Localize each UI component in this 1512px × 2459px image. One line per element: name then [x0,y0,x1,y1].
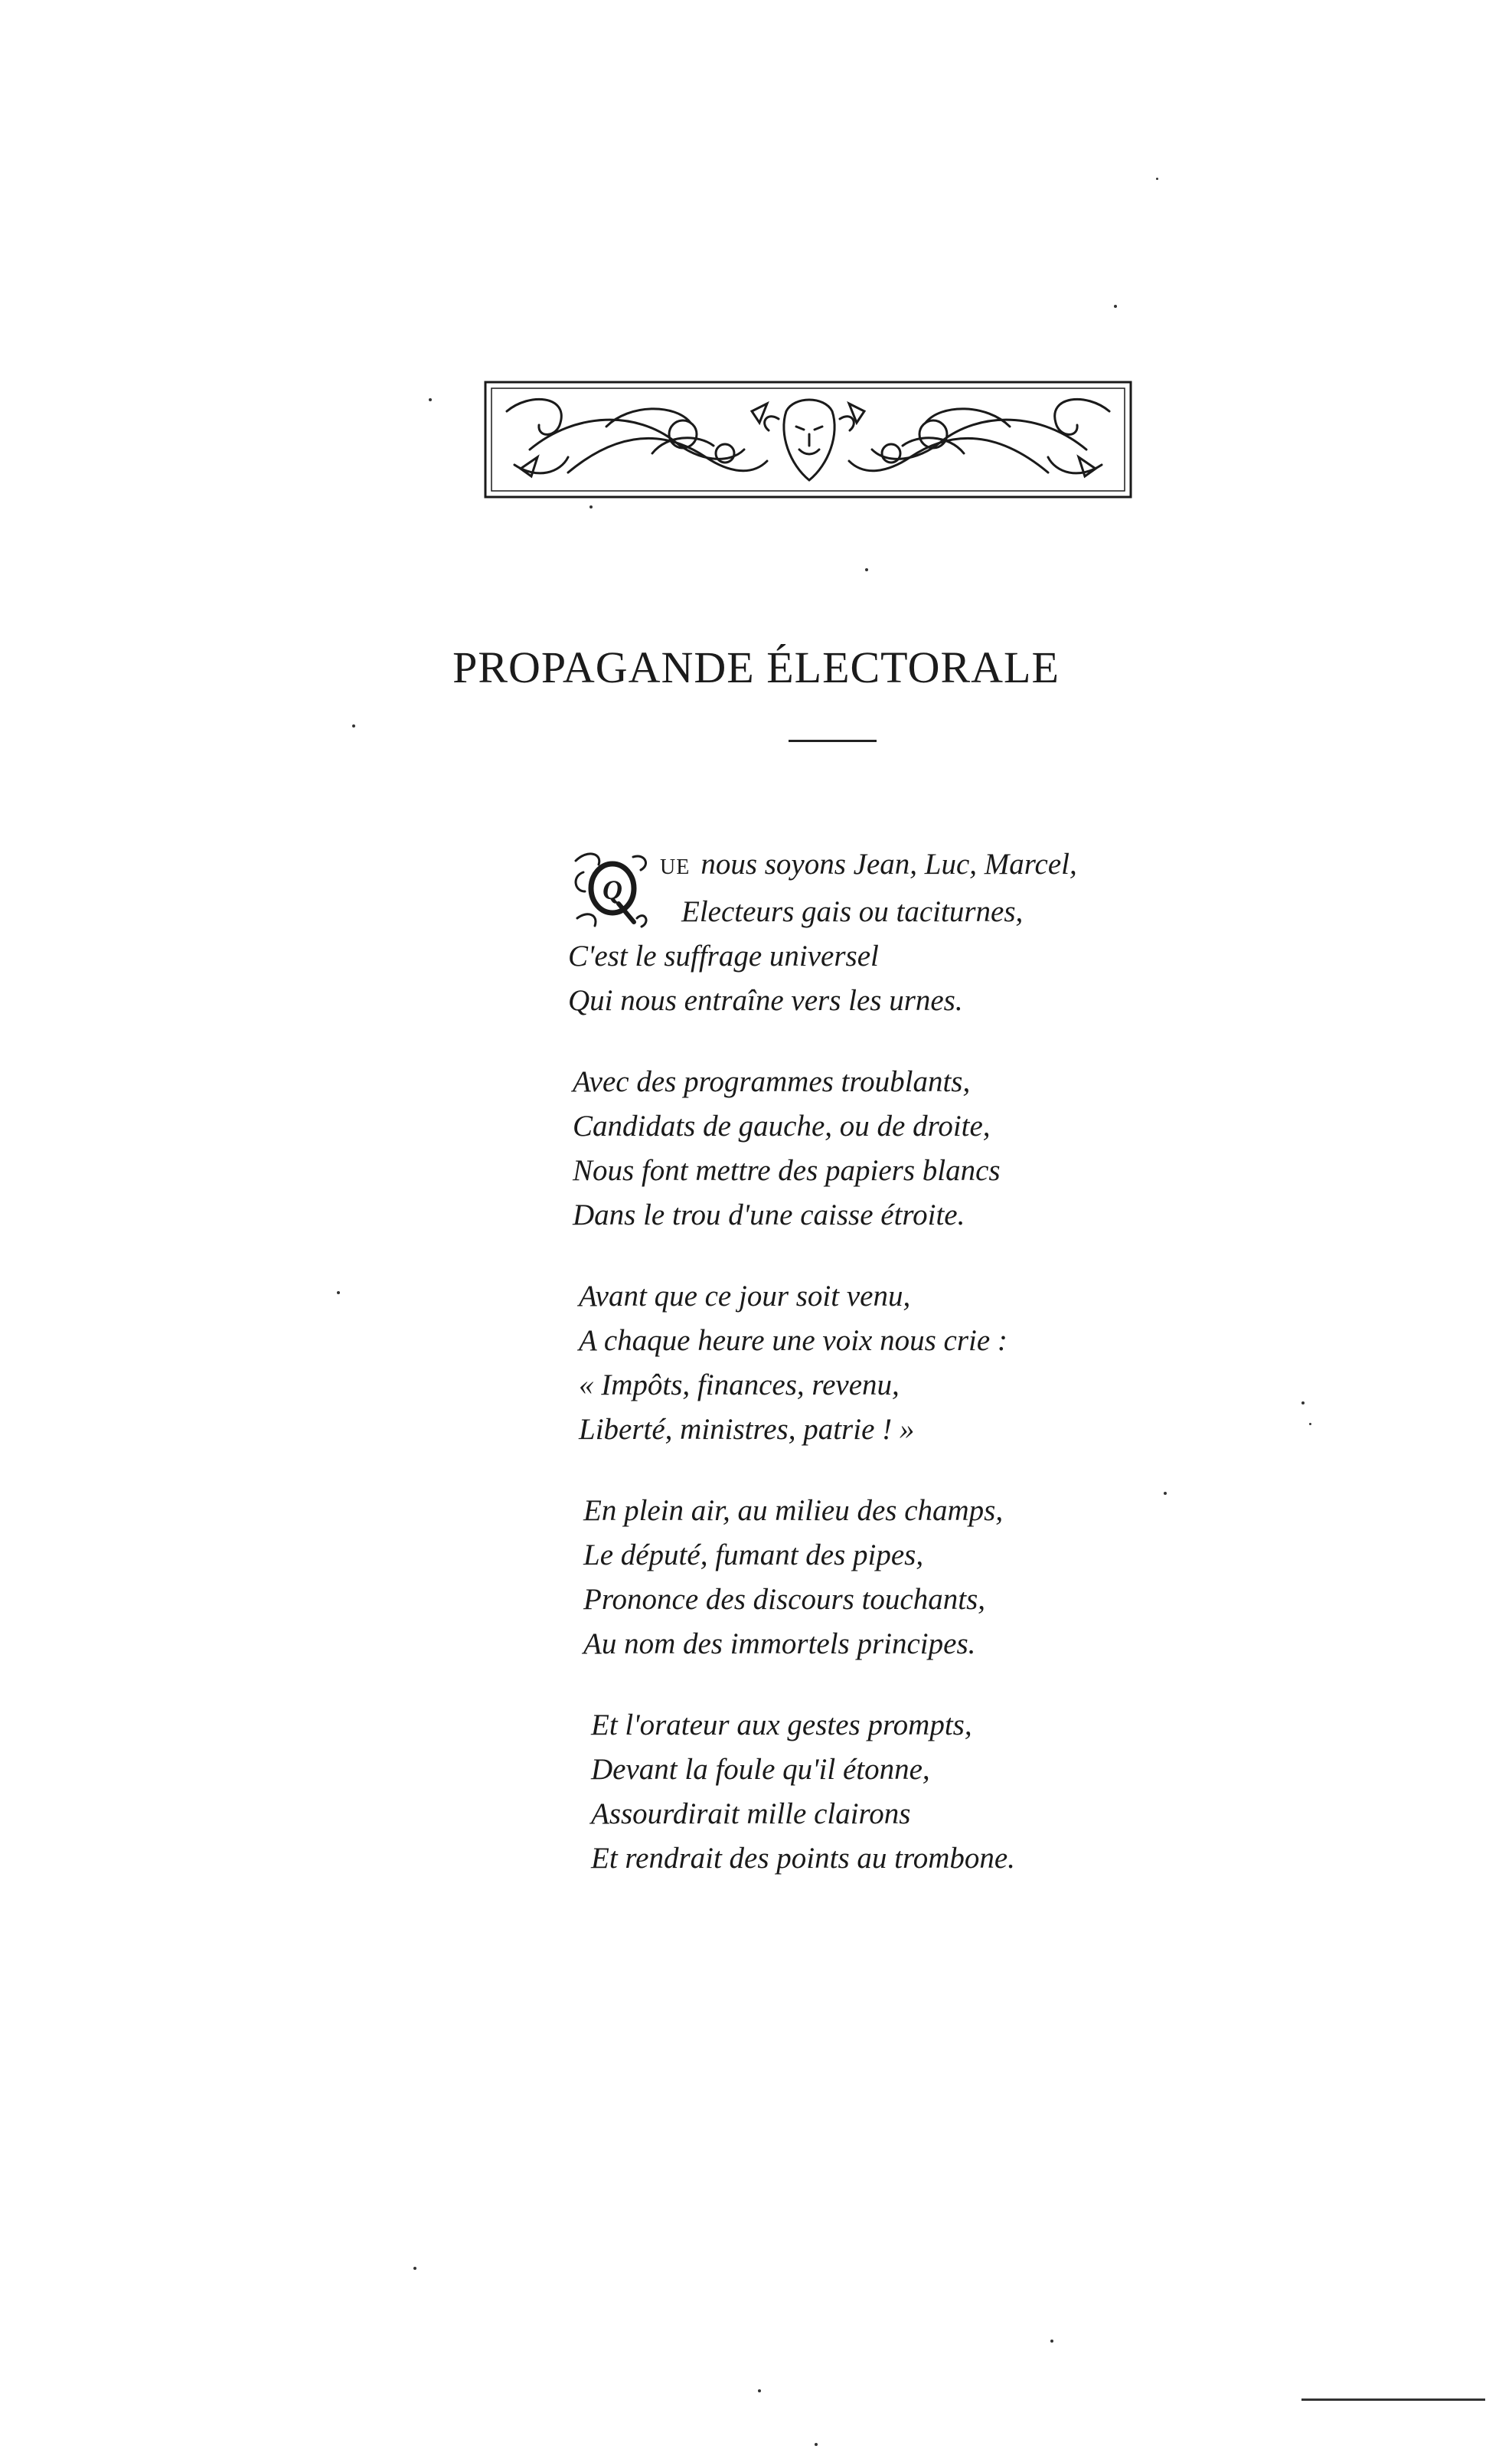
poem-line: Candidats de gauche, ou de droite, [573,1110,991,1143]
scan-speck [1050,2340,1053,2343]
stanza-1 [568,842,1257,1023]
poem-line: Avant que ce jour soit venu, [579,1280,911,1313]
scan-speck [589,505,593,508]
poem-line: Nous font mettre des papiers blancs [573,1154,1001,1187]
poem-line: Qui nous entraîne vers les urnes. [568,984,963,1017]
poem-line: Prononce des discours touchants, [583,1583,985,1616]
poem-line: En plein air, au milieu des champs, [583,1494,1004,1527]
scan-speck [413,2267,416,2270]
poem-line: UE nous soyons Jean, Luc, Marcel, [660,848,1077,881]
title-divider [789,740,877,742]
drop-cap-letter: Q [603,875,622,905]
scan-edge-line [1301,2399,1485,2401]
stanza-2 [568,1060,1257,1238]
poem-line: Et rendrait des points au trombone. [591,1842,1015,1875]
poem-line: Liberté, ministres, patrie ! » [579,1413,915,1446]
poem-first-word: UE [660,855,691,879]
scan-speck [815,2443,818,2446]
page-title: PROPAGANDE ÉLECTORALE [452,643,1060,692]
stanza-5 [568,1703,1257,1881]
scan-speck [865,568,868,571]
poem-line: « Impôts, finances, revenu, [579,1368,900,1401]
poem-line: C'est le suffrage universel [568,940,879,973]
stanza-3 [568,1274,1257,1452]
poem [568,842,1257,1918]
foliate-scroll-headpiece-icon [484,381,1132,499]
poem-line: Assourdirait mille clairons [591,1797,911,1830]
poem-line: Dans le trou d'une caisse étroite. [573,1198,965,1231]
scan-speck [1309,1423,1311,1425]
poem-line: A chaque heure une voix nous crie : [579,1324,1007,1357]
scan-speck [337,1291,340,1294]
scan-speck [1301,1401,1305,1404]
scan-speck [1114,305,1117,308]
scan-speck [1164,1492,1167,1495]
stanza-4 [568,1489,1257,1666]
scan-speck [352,724,355,728]
poem-line: Avec des programmes troublants, [573,1065,971,1098]
ornamental-initial-icon [568,845,654,931]
poem-line: Et l'orateur aux gestes prompts, [591,1709,972,1741]
poem-line: Le député, fumant des pipes, [583,1539,924,1571]
scan-speck [429,398,432,401]
scan-speck [758,2389,761,2392]
scan-speck [1156,178,1158,180]
poem-line: Electeurs gais ou taciturnes, [681,895,1024,928]
poem-line: Devant la foule qu'il étonne, [591,1753,930,1786]
poem-line: Au nom des immortels principes. [583,1627,976,1660]
